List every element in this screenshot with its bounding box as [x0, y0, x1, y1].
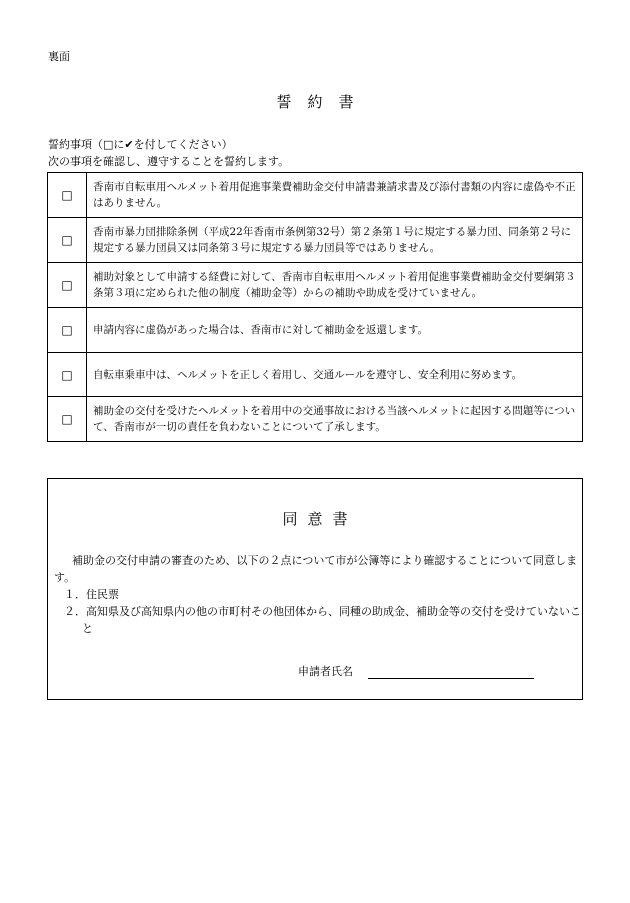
applicant-name-field[interactable]: [368, 678, 534, 679]
consent-paragraph: 補助金の交付申請の審査のため、以下の２点について市が公簿等により確認することについて同意します。: [54, 554, 578, 584]
oath-item-text: 香南市自転車用ヘルメット着用促進事業費補助金交付申請書兼請求書及び添付書類の内容に虚偽や不正はありません。: [87, 173, 583, 218]
applicant-name-label: 申請者氏名: [298, 665, 353, 678]
checkbox[interactable]: □: [48, 218, 87, 263]
oath-item-row: [48, 173, 583, 218]
oath-item-row: [48, 263, 583, 308]
oath-item-row: [48, 308, 583, 353]
oath-intro: 次の事項を確認し、遵守することを誓約します。: [48, 155, 290, 168]
checkbox[interactable]: □: [48, 397, 87, 442]
oath-item-row: [48, 353, 583, 397]
oath-items-table: [47, 172, 583, 442]
consent-item: ２．高知県及び高知県内の他の市町村その他団体から、同種の助成金、補助金等の交付を受けていないこと: [64, 605, 581, 635]
oath-item-text: 申請内容に虚偽があった場合は、香南市に対して補助金を返還します。: [87, 308, 583, 353]
consent-item: １．住民票: [64, 588, 119, 601]
consent-title: 同意書: [282, 510, 358, 528]
oath-item-text: 自転車乗車中は、ヘルメットを正しく着用し、交通ルールを遵守し、安全利用に努めます。: [87, 353, 583, 397]
back-side-label: 裏面: [48, 50, 70, 63]
oath-item-text: 補助対象として申請する経費に対して、香南市自転車用ヘルメット着用促進事業費補助金交付要綱第３条第３項に定められた他の制度（補助金等）からの補助や助成を受けていません。: [87, 263, 583, 308]
checkbox[interactable]: □: [48, 263, 87, 308]
checkbox[interactable]: □: [48, 353, 87, 397]
oath-item-text: 香南市暴力団排除条例（平成22年香南市条例第32号）第２条第１号に規定する暴力団、同条第２号に規定する暴力団員又は同条第３号に規定する暴力団員等ではありません。: [87, 218, 583, 263]
oath-item-text: 補助金の交付を受けたヘルメットを着用中の交通事故における当該ヘルメットに起因する問題等について、香南市が一切の責任を負わないことについて了承します。: [87, 397, 583, 442]
oath-item-row: [48, 218, 583, 263]
checkbox[interactable]: □: [48, 173, 87, 218]
oath-item-row: [48, 397, 583, 442]
consent-body: [54, 552, 582, 637]
oath-heading: 誓約事項（□に✔を付してください）: [48, 138, 233, 151]
checkbox[interactable]: □: [48, 308, 87, 353]
oath-title: 誓約書: [276, 93, 370, 111]
